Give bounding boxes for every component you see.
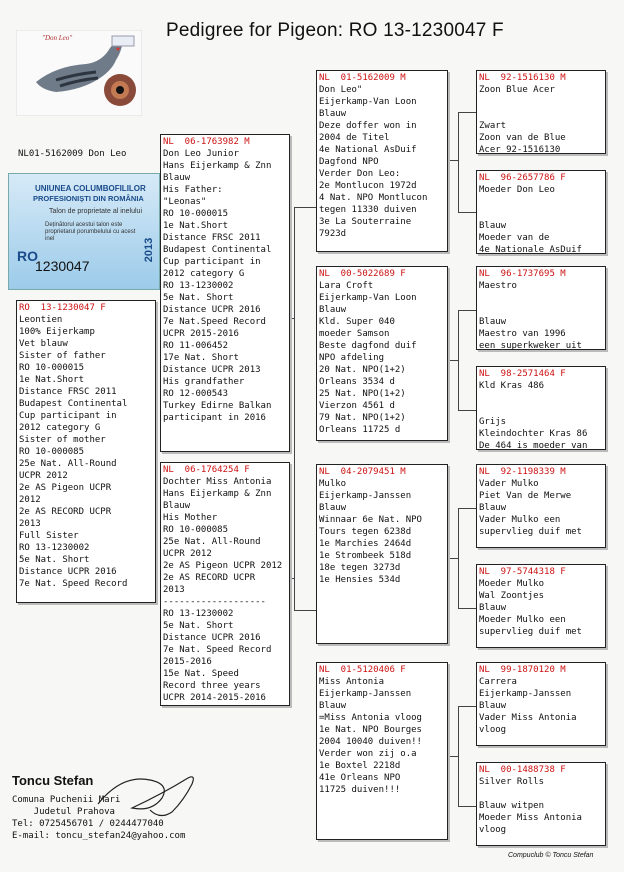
breeder-phone: Tel: 0725456701 / 0244477040 <box>12 819 164 829</box>
connector-line <box>458 310 459 410</box>
pigeon-info-line: Sister of mother <box>19 435 106 445</box>
connector-line <box>458 310 476 311</box>
pigeon-info-line: Vierzon 4561 d <box>319 401 395 411</box>
footer-credit: Compuclub © Toncu Stefan <box>508 852 594 859</box>
pigeon-info-line: Blauw <box>479 221 507 231</box>
pigeon-box-mother-father <box>316 464 448 644</box>
pigeon-box-fm-father <box>476 266 606 350</box>
connector-line <box>448 360 458 361</box>
pigeon-info-line: "Leonas" <box>163 197 207 207</box>
connector-line <box>458 410 476 411</box>
pigeon-info-line: Budapest Continental <box>163 245 272 255</box>
pigeon-info-line: Verder Don Leo: <box>319 169 401 179</box>
pigeon-info-line: RO 10-000015 <box>19 363 85 373</box>
pigeon-info-line: 2012 category G <box>163 269 245 279</box>
pigeon-info-line: Verder won zij o.a <box>319 749 417 759</box>
pigeon-info-line: Vader Mulko een <box>479 515 561 525</box>
pigeon-info-line: RO 10-000085 <box>163 525 229 535</box>
pigeon-info-line: Moeder Don Leo <box>479 185 555 195</box>
pigeon-box-father-father <box>316 70 448 252</box>
pigeon-info-line: UCPR 2014-2015-2016 <box>163 693 266 703</box>
pigeon-info-line: ------------------- <box>163 597 266 607</box>
pigeon-info-line: 2e AS RECORD UCPR <box>19 507 112 517</box>
pigeon-info-line: Blauw <box>319 305 347 315</box>
pigeon-info-line: 2e AS Pigeon UCPR <box>19 483 112 493</box>
pigeon-info-line: Cup participant in <box>163 257 261 267</box>
pigeon-info-line: Zwart <box>479 121 507 131</box>
pigeon-info-line: 1e Nat. NPO Bourges <box>319 725 422 735</box>
pigeon-info-line: 4e Nationale AsDuif <box>479 245 582 255</box>
pigeon-box-mother-mother <box>316 662 448 840</box>
pigeon-box-mf-mother <box>476 564 606 648</box>
pigeon-info-line: Blauw <box>479 603 507 613</box>
pigeon-info-line: Distance UCPR 2016 <box>19 567 117 577</box>
pigeon-info-line: een superkweker uit <box>479 341 582 351</box>
pigeon-info-line: UCPR 2012 <box>19 471 68 481</box>
pigeon-info-line: Silver Rolls <box>479 777 545 787</box>
pigeon-info-line: Zoon Blue Acer <box>479 85 555 95</box>
pigeon-info-line: 2004 10040 duiven!! <box>319 737 422 747</box>
pigeon-info-line: Distance FRSC 2011 <box>19 387 117 397</box>
connector-line <box>448 756 458 757</box>
pigeon-box-fm-mother <box>476 366 606 450</box>
pigeon-info-line: 25e Nat. All-Round <box>19 459 117 469</box>
pigeon-info-line: moeder Samson <box>319 329 390 339</box>
breeder-name: Toncu Stefan <box>12 773 94 788</box>
pigeon-info-line: Tours tegen 6238d <box>319 527 412 537</box>
card-country: RO <box>17 248 38 264</box>
pigeon-info-line <box>479 788 603 800</box>
pigeon-info-line: Moeder Mulko een <box>479 615 566 625</box>
card-year: 2013 <box>143 237 156 263</box>
connector-line <box>458 806 476 807</box>
connector-line <box>458 706 476 707</box>
pigeon-info-line: Carrera <box>479 677 517 687</box>
pigeon-ring-number: NL 06-1763982 M <box>163 137 250 147</box>
pigeon-ring-number: NL 00-5022689 F <box>319 269 406 279</box>
pigeon-info-line: 2012 <box>19 495 41 505</box>
pigeon-info-line: 7e Nat.Speed Record <box>163 317 266 327</box>
pigeon-info-line: 25 Nat. NPO(1+2) <box>319 389 406 399</box>
pigeon-box-main <box>16 300 156 603</box>
pigeon-info-line: Kleindochter Kras 86 <box>479 429 588 439</box>
owner-ring-label: NL01-5162009 Don Leo <box>18 149 127 159</box>
card-talon-line: Talon de proprietate al inelului <box>49 208 143 215</box>
pigeon-info-line: RO 13-1230002 <box>19 543 90 553</box>
pigeon-info-line: Moeder Miss Antonia <box>479 813 582 823</box>
pigeon-ring-number: NL 98-2571464 F <box>479 369 566 379</box>
pigeon-info-line: Maestro <box>479 281 517 291</box>
pigeon-box-mf-father <box>476 464 606 548</box>
pigeon-box-ff-mother <box>476 170 606 254</box>
pigeon-info-line: RO 13-1230002 <box>163 609 234 619</box>
pigeon-info-line: Blauw <box>319 109 347 119</box>
pigeon-info-line: RO 11-006452 <box>163 341 229 351</box>
pigeon-ring-number: RO 13-1230047 F <box>19 303 106 313</box>
connector-line <box>458 112 476 113</box>
pigeon-info-line: 2004 de Titel <box>319 133 390 143</box>
pigeon-info-line <box>479 196 603 208</box>
pigeon-ring-number: NL 96-1737695 M <box>479 269 566 279</box>
pigeon-info-line: His Father: <box>163 185 223 195</box>
pigeon-info-line: Grijs <box>479 417 507 427</box>
pigeon-info-line: Sister of father <box>19 351 106 361</box>
connector-line <box>294 207 316 208</box>
pigeon-info-line <box>479 208 603 220</box>
ring-ownership-card <box>8 173 160 290</box>
pigeon-info-line <box>479 108 603 120</box>
pigeon-info-line: Vader Miss Antonia <box>479 713 577 723</box>
pigeon-info-line: Wal Zoontjes <box>479 591 545 601</box>
connector-line <box>294 610 316 611</box>
breeder-info <box>12 773 185 842</box>
pigeon-info-line: 4e National AsDuif <box>319 145 417 155</box>
pigeon-info-line <box>479 404 603 416</box>
logo-pigeon-image <box>16 30 142 116</box>
pigeon-info-line: His Mother <box>163 513 218 523</box>
card-owner-note: Deținătorul acestui talon este proprietarul porumbelului cu acest inel <box>45 222 136 242</box>
card-ring-number: 1230047 <box>35 258 90 274</box>
pigeon-info-line: 15e Nat. Speed <box>163 669 239 679</box>
breeder-address-line: Comuna Puchenii Mari <box>12 795 121 805</box>
connector-line <box>458 212 476 213</box>
connector-line <box>294 207 295 610</box>
pigeon-info-line: Hans Eijerkamp & Znn <box>163 489 272 499</box>
pigeon-info-line: Orleans 11725 d <box>319 425 401 435</box>
pigeon-info-line: 2012 category G <box>19 423 101 433</box>
pigeon-info-line <box>479 392 603 404</box>
pigeon-info-line: 7923d <box>319 229 347 239</box>
pigeon-info-line: 2e AS Pigeon UCPR 2012 <box>163 561 283 571</box>
pigeon-info-line: Leontien <box>19 315 63 325</box>
pigeon-info-line: Cup participant in <box>19 411 117 421</box>
pigeon-info-line: 11725 duiven!!! <box>319 785 401 795</box>
pigeon-info-line: Hans Eijerkamp & Znn <box>163 161 272 171</box>
pigeon-info-line: Blauw witpen <box>479 801 545 811</box>
pigeon-info-line: supervlieg duif met <box>479 527 582 537</box>
pigeon-info-line: 1e Boxtel 2218d <box>319 761 401 771</box>
pigeon-info-line: Distance UCPR 2016 <box>163 633 261 643</box>
pigeon-info-line: 18e tegen 3273d <box>319 563 401 573</box>
pigeon-info-line <box>479 292 603 304</box>
pigeon-info-line: =Miss Antonia vloog <box>319 713 422 723</box>
pigeon-info-line: 3e La Souterraine <box>319 217 412 227</box>
pigeon-info-line: Blauw <box>479 503 507 513</box>
pigeon-info-line: participant in 2016 <box>163 413 266 423</box>
pigeon-info-line: 2e AS RECORD UCPR <box>163 573 256 583</box>
pigeon-ring-number: NL 92-1198339 M <box>479 467 566 477</box>
pigeon-info-line: Distance UCPR 2016 <box>163 305 261 315</box>
pigeon-info-line: Acer 92-1516130 <box>479 145 561 155</box>
connector-line <box>290 318 294 319</box>
pigeon-info-line: Eijerkamp-Van Loon <box>319 97 417 107</box>
pigeon-info-line: Zoon van de Blue <box>479 133 566 143</box>
connector-line <box>290 578 294 579</box>
pigeon-info-line: Moeder Mulko <box>479 579 545 589</box>
pigeon-ring-number: NL 99-1870120 M <box>479 665 566 675</box>
pigeon-info-line: Maestro van 1996 <box>479 329 566 339</box>
pigeon-info-line: UCPR 2012 <box>163 549 212 559</box>
pigeon-info-line: Lara Croft <box>319 281 374 291</box>
pigeon-box-father <box>160 134 290 452</box>
pigeon-box-ff-father <box>476 70 606 154</box>
pigeon-box-mother <box>160 462 290 706</box>
connector-line <box>458 608 476 609</box>
pigeon-info-line: NPO afdeling <box>319 353 385 363</box>
pigeon-info-line: 7e Nat. Speed Record <box>163 645 272 655</box>
pigeon-ring-number: NL 96-2657786 F <box>479 173 566 183</box>
page-title: Pedigree for Pigeon: RO 13-1230047 F <box>166 20 504 41</box>
card-union-line: UNIUNEA COLUMBOFILILOR <box>35 184 146 193</box>
pigeon-info-line: 1e Hensies 534d <box>319 575 401 585</box>
connector-line <box>448 558 458 559</box>
pigeon-info-line: Record three years <box>163 681 261 691</box>
pigeon-info-line: 79 Nat. NPO(1+2) <box>319 413 406 423</box>
pigeon-info-line: 5e Nat. Short <box>163 293 234 303</box>
pigeon-info-line <box>479 304 603 316</box>
breeder-county-line: Judetul Prahova <box>12 807 115 817</box>
pigeon-info-line: Don Leo Junior <box>163 149 239 159</box>
pigeon-ring-number: NL 92-1516130 M <box>479 73 566 83</box>
pigeon-info-line: Blauw <box>163 501 191 511</box>
pigeon-info-line: Blauw <box>319 701 347 711</box>
pigeon-info-line: 5e Nat. Short <box>19 555 90 565</box>
card-union-line2: PROFESIONIȘTI DIN ROMÂNIA <box>33 194 144 203</box>
pigeon-info-line: Moeder van de <box>479 233 550 243</box>
pigeon-ring-number: NL 04-2079451 M <box>319 467 406 477</box>
pigeon-info-line: De 464 is moeder van <box>479 441 588 451</box>
pigeon-box-mm-mother <box>476 762 606 846</box>
pigeon-info-line: 1e Nat.Short <box>163 221 229 231</box>
pigeon-info-line: vloog <box>479 725 507 735</box>
connector-line <box>458 112 459 212</box>
pigeon-info-line: Blauw <box>479 701 507 711</box>
pigeon-info-line: 7e Nat. Speed Record <box>19 579 128 589</box>
pigeon-info-line: 1e Nat.Short <box>19 375 85 385</box>
pigeon-info-line: Orleans 3534 d <box>319 377 395 387</box>
pigeon-info-line: 25e Nat. All-Round <box>163 537 261 547</box>
pigeon-info-line: Kld. Super 040 <box>319 317 395 327</box>
pigeon-info-line: vloog <box>479 825 507 835</box>
connector-line <box>448 160 458 161</box>
pigeon-info-line: UCPR 2015-2016 <box>163 329 239 339</box>
connector-line <box>458 706 459 806</box>
pigeon-info-line: Don Leo" <box>319 85 363 95</box>
pigeon-ring-number: NL 97-5744318 F <box>479 567 566 577</box>
pigeon-info-line <box>479 96 603 108</box>
pigeon-box-father-mother <box>316 266 448 441</box>
pigeon-info-line: Turkey Edirne Balkan <box>163 401 272 411</box>
pigeon-info-line: Mulko <box>319 479 347 489</box>
pigeon-info-line: Eijerkamp-Janssen <box>319 491 412 501</box>
pigeon-info-line: Blauw <box>319 503 347 513</box>
connector-line <box>458 508 459 608</box>
pigeon-info-line: His grandfather <box>163 377 245 387</box>
pigeon-info-line: Vet blauw <box>19 339 68 349</box>
pigeon-info-line: Eijerkamp-Janssen <box>479 689 572 699</box>
pigeon-info-line: Eijerkamp-Janssen <box>319 689 412 699</box>
pigeon-info-line: RO 12-000543 <box>163 389 229 399</box>
pigeon-info-line: 5e Nat. Short <box>163 621 234 631</box>
pigeon-info-line: Dochter Miss Antonia <box>163 477 272 487</box>
pigeon-info-line: Blauw <box>163 173 191 183</box>
pigeon-info-line: Full Sister <box>19 531 79 541</box>
pigeon-info-line: supervlieg duif met <box>479 627 582 637</box>
pigeon-info-line: 17e Nat. Short <box>163 353 239 363</box>
pigeon-ring-number: NL 01-5120406 F <box>319 665 406 675</box>
pigeon-info-line: RO 13-1230002 <box>163 281 234 291</box>
pigeon-info-line: Eijerkamp-Van Loon <box>319 293 417 303</box>
pigeon-info-line: Kld Kras 486 <box>479 381 545 391</box>
pigeon-info-line: 41e Orleans NPO <box>319 773 401 783</box>
pigeon-info-line: 1e Marchies 2464d <box>319 539 412 549</box>
pigeon-info-line: 2013 <box>163 585 185 595</box>
pigeon-info-line: Distance UCPR 2013 <box>163 365 261 375</box>
pigeon-info-line: Deze doffer won in <box>319 121 417 131</box>
pigeon-info-line: Vader Mulko <box>479 479 539 489</box>
pigeon-info-line: 2013 <box>19 519 41 529</box>
pigeon-info-line: Piet Van de Merwe <box>479 491 572 501</box>
pigeon-info-line: 2015-2016 <box>163 657 212 667</box>
pigeon-info-line: Blauw <box>479 317 507 327</box>
logo-name: "Don Leo" <box>42 34 73 42</box>
connector-line <box>458 508 476 509</box>
pigeon-info-line: Dagfond NPO <box>319 157 379 167</box>
pigeon-info-line: Beste dagfond duif <box>319 341 417 351</box>
pigeon-info-line: 4 Nat. NPO Montlucon <box>319 193 428 203</box>
pigeon-info-line: RO 10-000085 <box>19 447 85 457</box>
pigeon-ring-number: NL 01-5162009 M <box>319 73 406 83</box>
pigeon-info-line: Winnaar 6e Nat. NPO <box>319 515 422 525</box>
pigeon-info-line: 1e Strombeek 518d <box>319 551 412 561</box>
pigeon-info-line: RO 10-000015 <box>163 209 229 219</box>
pigeon-info-line: tegen 11330 duiven <box>319 205 417 215</box>
pigeon-ring-number: NL 00-1488738 F <box>479 765 566 775</box>
pigeon-info-line: 2e Montlucon 1972d <box>319 181 417 191</box>
pigeon-info-line: 100% Eijerkamp <box>19 327 95 337</box>
pigeon-box-mm-father <box>476 662 606 746</box>
pigeon-info-line: Miss Antonia <box>319 677 385 687</box>
pigeon-info-line: Distance FRSC 2011 <box>163 233 261 243</box>
pigeon-info-line: Budapest Continental <box>19 399 128 409</box>
breeder-email: E-mail: toncu_stefan24@yahoo.com <box>12 831 186 841</box>
pigeon-info-line: 20 Nat. NPO(1+2) <box>319 365 406 375</box>
pigeon-ring-number: NL 06-1764254 F <box>163 465 250 475</box>
